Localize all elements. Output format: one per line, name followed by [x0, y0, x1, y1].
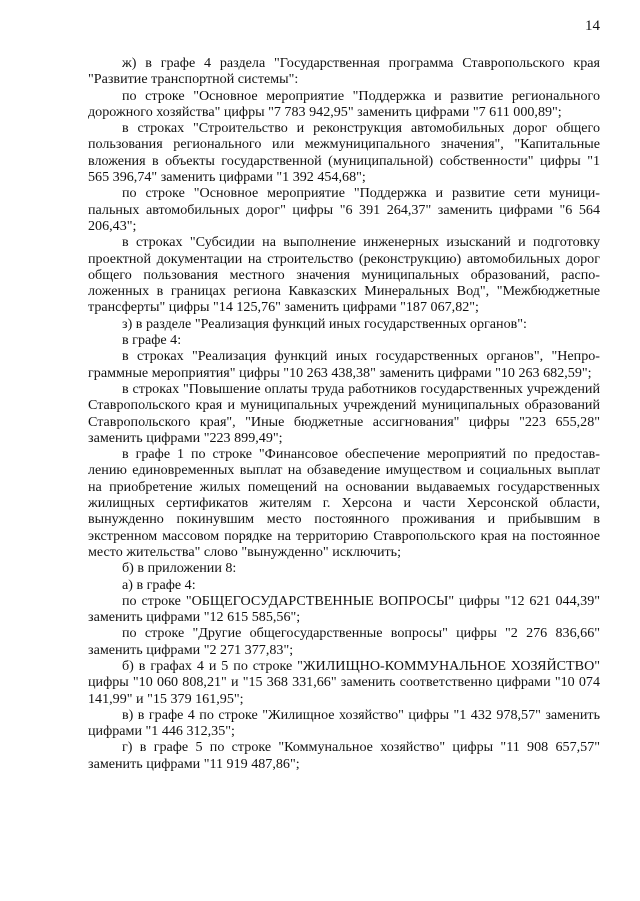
page-number: 14: [585, 18, 600, 34]
document-body: [88, 55, 600, 772]
paragraph-salary-increase: в строках "Повышение оплаты труда работников государственных учреждений Ставропольского края и муниципальных учреждений муниципальных образований Ставропольского края", "Иные бюджетные ассигнования" цифры "223 655,28" заменить цифрами "223 899,49";: [88, 380, 600, 446]
paragraph-zh-transport-section: ж) в графе 4 раздела "Государственная программа Ставропольского края "Развитие транспортной системы":: [88, 55, 600, 88]
paragraph-other-state-issues: по строке "Другие общегосударственные вопросы" цифры "2 276 836,66" заменить цифрами "2 271 377,83";: [88, 625, 600, 658]
paragraph-housing: в) в графе 4 по строке "Жилищное хозяйство" цифры "1 432 978,57" заменить цифрами "1 446 312,35";: [88, 706, 600, 740]
paragraph-kherson-certificates: в графе 1 по строке "Финансовое обеспечение мероприятий по предоставлению единовременных выплат на обзаведение имуществом и социальных выплат на приобретение жилых помещений на основании выдаваемых государственных жилищных сертификатов жителям г. Херсона и части Херсонской области, вынужденно покинувшим место постоянного проживания и прибывшим в экстренном массовом порядке на территорию Ставропольского края на постоянное место жительства" слово "вынужденно" исключить;: [88, 446, 600, 560]
paragraph-z-other-agencies: з) в разделе "Реализация функций иных государственных органов":: [122, 315, 527, 332]
paragraph-municipal-roads: по строке "Основное мероприятие "Поддержка и развитие сети муниципальных автомобильных дорог" цифры "6 391 264,37" заменить цифрами "6 564 206,43";: [88, 185, 600, 234]
paragraph-general-state-issues: по строке "ОБЩЕГОСУДАРСТВЕННЫЕ ВОПРОСЫ" цифры "12 621 044,39" заменить цифрами "12 615 585,56";: [88, 592, 600, 626]
paragraph-kmv-subsidies: в строках "Субсидии на выполнение инженерных изысканий и подготовку проектной документации на строительство (реконструкцию) автомобильных дорог общего пользования местного значения муниципальных образований, расположенных в границах региона Кавказских Минеральных Вод", "Межбюджетные трансферты" цифры "14 125,76" заменить цифрами "187 067,82";: [88, 234, 600, 316]
paragraph-housing-utilities: б) в графах 4 и 5 по строке "ЖИЛИЩНО-КОММУНАЛЬНОЕ ХОЗЯЙСТВО" цифры "10 060 808,21" и "15 368 331,66" заменить соответственно цифрами "10 074 141,99" и "15 379 161,95";: [88, 657, 600, 707]
paragraph-road-construction: в строках "Строительство и реконструкция автомобильных дорог общего пользования регионального или межмуниципального значения", "Капитальные вложения в объекты государственной (муниципальной) собственности" цифры "1 565 396,74" заменить цифрами "1 392 454,68";: [88, 120, 600, 186]
paragraph-appendix-8: б) в приложении 8:: [122, 560, 237, 577]
paragraph-communal-services: г) в графе 5 по строке "Коммунальное хозяйство" цифры "11 908 657,57" заменить цифрами "11 919 487,86";: [88, 739, 600, 772]
paragraph-a-column-4: а) в графе 4:: [122, 576, 196, 593]
paragraph-column-4: в графе 4:: [122, 332, 182, 349]
paragraph-non-program: в строках "Реализация функций иных государственных органов", "Непрограммные мероприятия" цифры "10 263 438,38" заменить цифрами "10 263 682,59";: [88, 348, 600, 381]
paragraph-regional-roads: по строке "Основное мероприятие "Поддержка и развитие регионального дорожного хозяйства" цифры "7 783 942,95" заменить цифрами "7 611 000,89";: [88, 87, 600, 120]
